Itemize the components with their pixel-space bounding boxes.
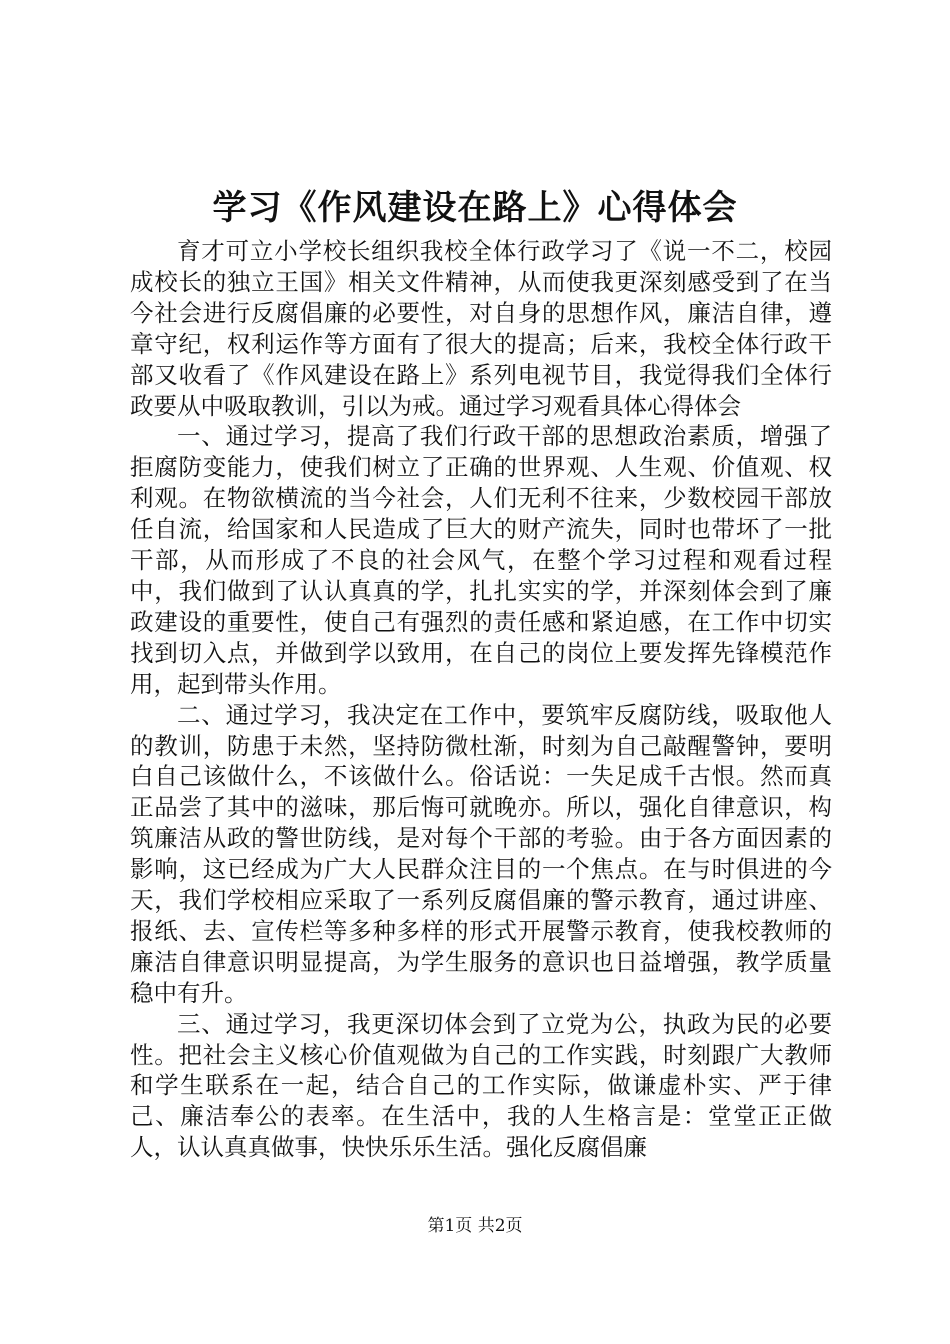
section-two-paragraph: 二、通过学习，我决定在工作中，要筑牢反腐防线，吸取他人的教训，防患于未然，坚持防微杜渐，时刻为自己敲醒警钟，要明白自己该做什么，不该做什么。俗话说：一失足成千古恨。然而真正品尝了其中的滋味，那后悔可就晚亦。所以，强化自律意识，构筑廉洁从政的警世防线，是对每个干部的考验。由于各方面因素的影响，这已经成为广大人民群众注目的一个焦点。在与时俱进的今天，我们学校相应采取了一系列反腐倡廉的警示教育，通过讲座、报纸、去、宣传栏等多种多样的形式开展警示教育，使我校教师的廉洁自律意识明显提高，为学生服务的意识也日益增强，教学质量稳中有升。 (130, 700, 832, 1007)
section-three-paragraph: 三、通过学习，我更深切体会到了立党为公，执政为民的必要性。把社会主义核心价值观做为自己的工作实践，时刻跟广大教师和学生联系在一起，结合自己的工作实际，做谦虚朴实、严于律己、廉洁奉公的表率。在生活中，我的人生格言是：堂堂正正做人，认认真真做事，快快乐乐生活。强化反腐倡廉 (130, 1009, 832, 1162)
page-number-footer: 第1页 共2页 (427, 1216, 523, 1236)
intro-paragraph: 育才可立小学校长组织我校全体行政学习了《说一不二，校园成校长的独立王国》相关文件精神，从而使我更深刻感受到了在当今社会进行反腐倡廉的必要性，对自身的思想作风，廉洁自律，遵章守纪，权利运作等方面有了很大的提高；后来，我校全体行政干部又收看了《作风建设在路上》系列电视节目，我觉得我们全体行政要从中吸取教训，引以为戒。通过学习观看具体心得体会 (130, 237, 832, 420)
document-title: 学习《作风建设在路上》心得体会 (212, 188, 738, 228)
section-one-paragraph: 一、通过学习，提高了我们行政干部的思想政治素质，增强了拒腐防变能力，使我们树立了正确的世界观、人生观、价值观、权利观。在物欲横流的当今社会，人们无利不往来，少数校园干部放任自流，给国家和人民造成了巨大的财产流失，同时也带坏了一批干部，从而形成了不良的社会风气，在整个学习过程和观看过程中，我们做到了认认真真的学，扎扎实实的学，并深刻体会到了廉政建设的重要性，使自己有强烈的责任感和紧迫感，在工作中切实找到切入点，并做到学以致用，在自己的岗位上要发挥先锋模范作用，起到带头作用。 (130, 422, 832, 698)
document-body (130, 236, 832, 1163)
